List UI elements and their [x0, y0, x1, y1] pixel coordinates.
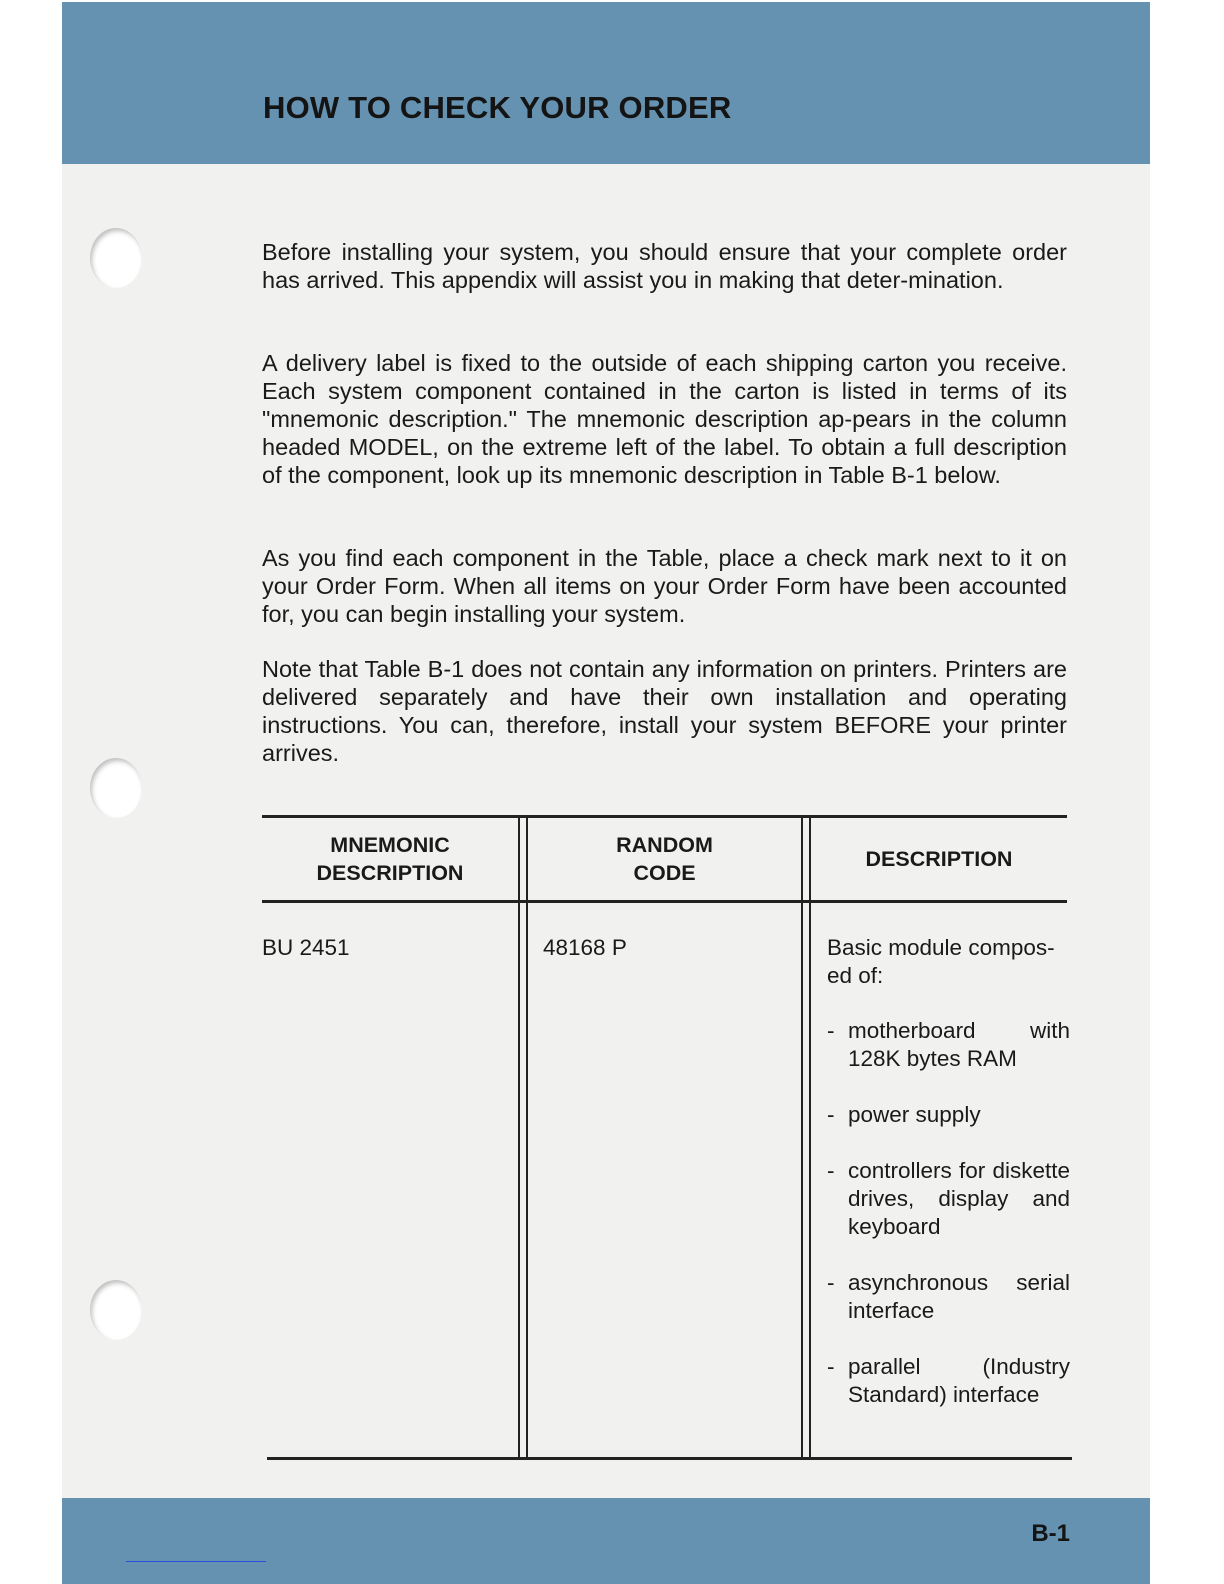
cell-description: [827, 934, 1070, 1437]
header-mnemonic-line1: MNEMONIC: [330, 833, 450, 857]
paragraph-delivery-label: A delivery label is fixed to the outside of each shipping carton you receive. Each system component contained in the carton is listed in terms of its "mnemonic description." The mnemonic description ap-pears in the column headed MODEL, on the extreme left of the label. To obtain a full description of the component, look up its mnemonic description in Table B-1 below.: [262, 350, 1067, 488]
page-number: B-1: [1031, 1520, 1070, 1547]
cell-mnemonic: BU 2451: [262, 935, 350, 960]
list-item: - parallel (Industry Standard) interface: [827, 1353, 1070, 1409]
header-mnemonic-line2: DESCRIPTION: [316, 861, 464, 885]
list-item: - power supply: [827, 1101, 1070, 1129]
table-double-divider: [518, 818, 528, 1458]
description-list: [827, 1017, 1070, 1409]
list-item: - controllers for diskette drives, display and keyboard: [827, 1157, 1070, 1241]
header-random-line1: RANDOM: [616, 833, 713, 857]
cell-random-code: 48168 P: [543, 935, 627, 960]
components-table: [262, 815, 1070, 1461]
list-item: - asynchronous serial interface: [827, 1269, 1070, 1325]
header-mnemonic-description: [262, 818, 518, 900]
header-random-code: [528, 818, 801, 900]
page-title: HOW TO CHECK YOUR ORDER: [263, 90, 732, 125]
binder-hole: [90, 228, 142, 288]
header-band: [62, 2, 1150, 164]
header-description: [811, 818, 1067, 900]
paragraph-check-mark: As you find each component in the Table, place a check mark next to it on your Order Form. When all items on your Order Form have been accounted for, you can begin installing your system.: [262, 545, 1067, 627]
footer-band: [62, 1498, 1150, 1584]
header-description-label: DESCRIPTION: [865, 847, 1013, 871]
paragraph-intro: Before installing your system, you should ensure that your complete order has arrived. This appendix will assist you in making that deter-mination.: [262, 239, 1067, 293]
list-item: - motherboard with 128K bytes RAM: [827, 1017, 1070, 1073]
footer-underline: [126, 1561, 266, 1562]
document-page: [62, 2, 1150, 1584]
table-rule-header: [262, 900, 1067, 903]
binder-hole: [90, 758, 142, 818]
table-rule-bottom: [267, 1457, 1072, 1460]
table-double-divider: [801, 818, 811, 1458]
paragraph-printers-note: Note that Table B-1 does not contain any information on printers. Printers are delivered separately and have their own installation and operating instructions. You can, therefore, install your system BEFORE your printer arrives.: [262, 656, 1067, 766]
description-intro: Basic module compos-ed of:: [827, 935, 1055, 988]
header-random-line2: CODE: [633, 861, 696, 885]
binder-hole: [90, 1280, 142, 1340]
